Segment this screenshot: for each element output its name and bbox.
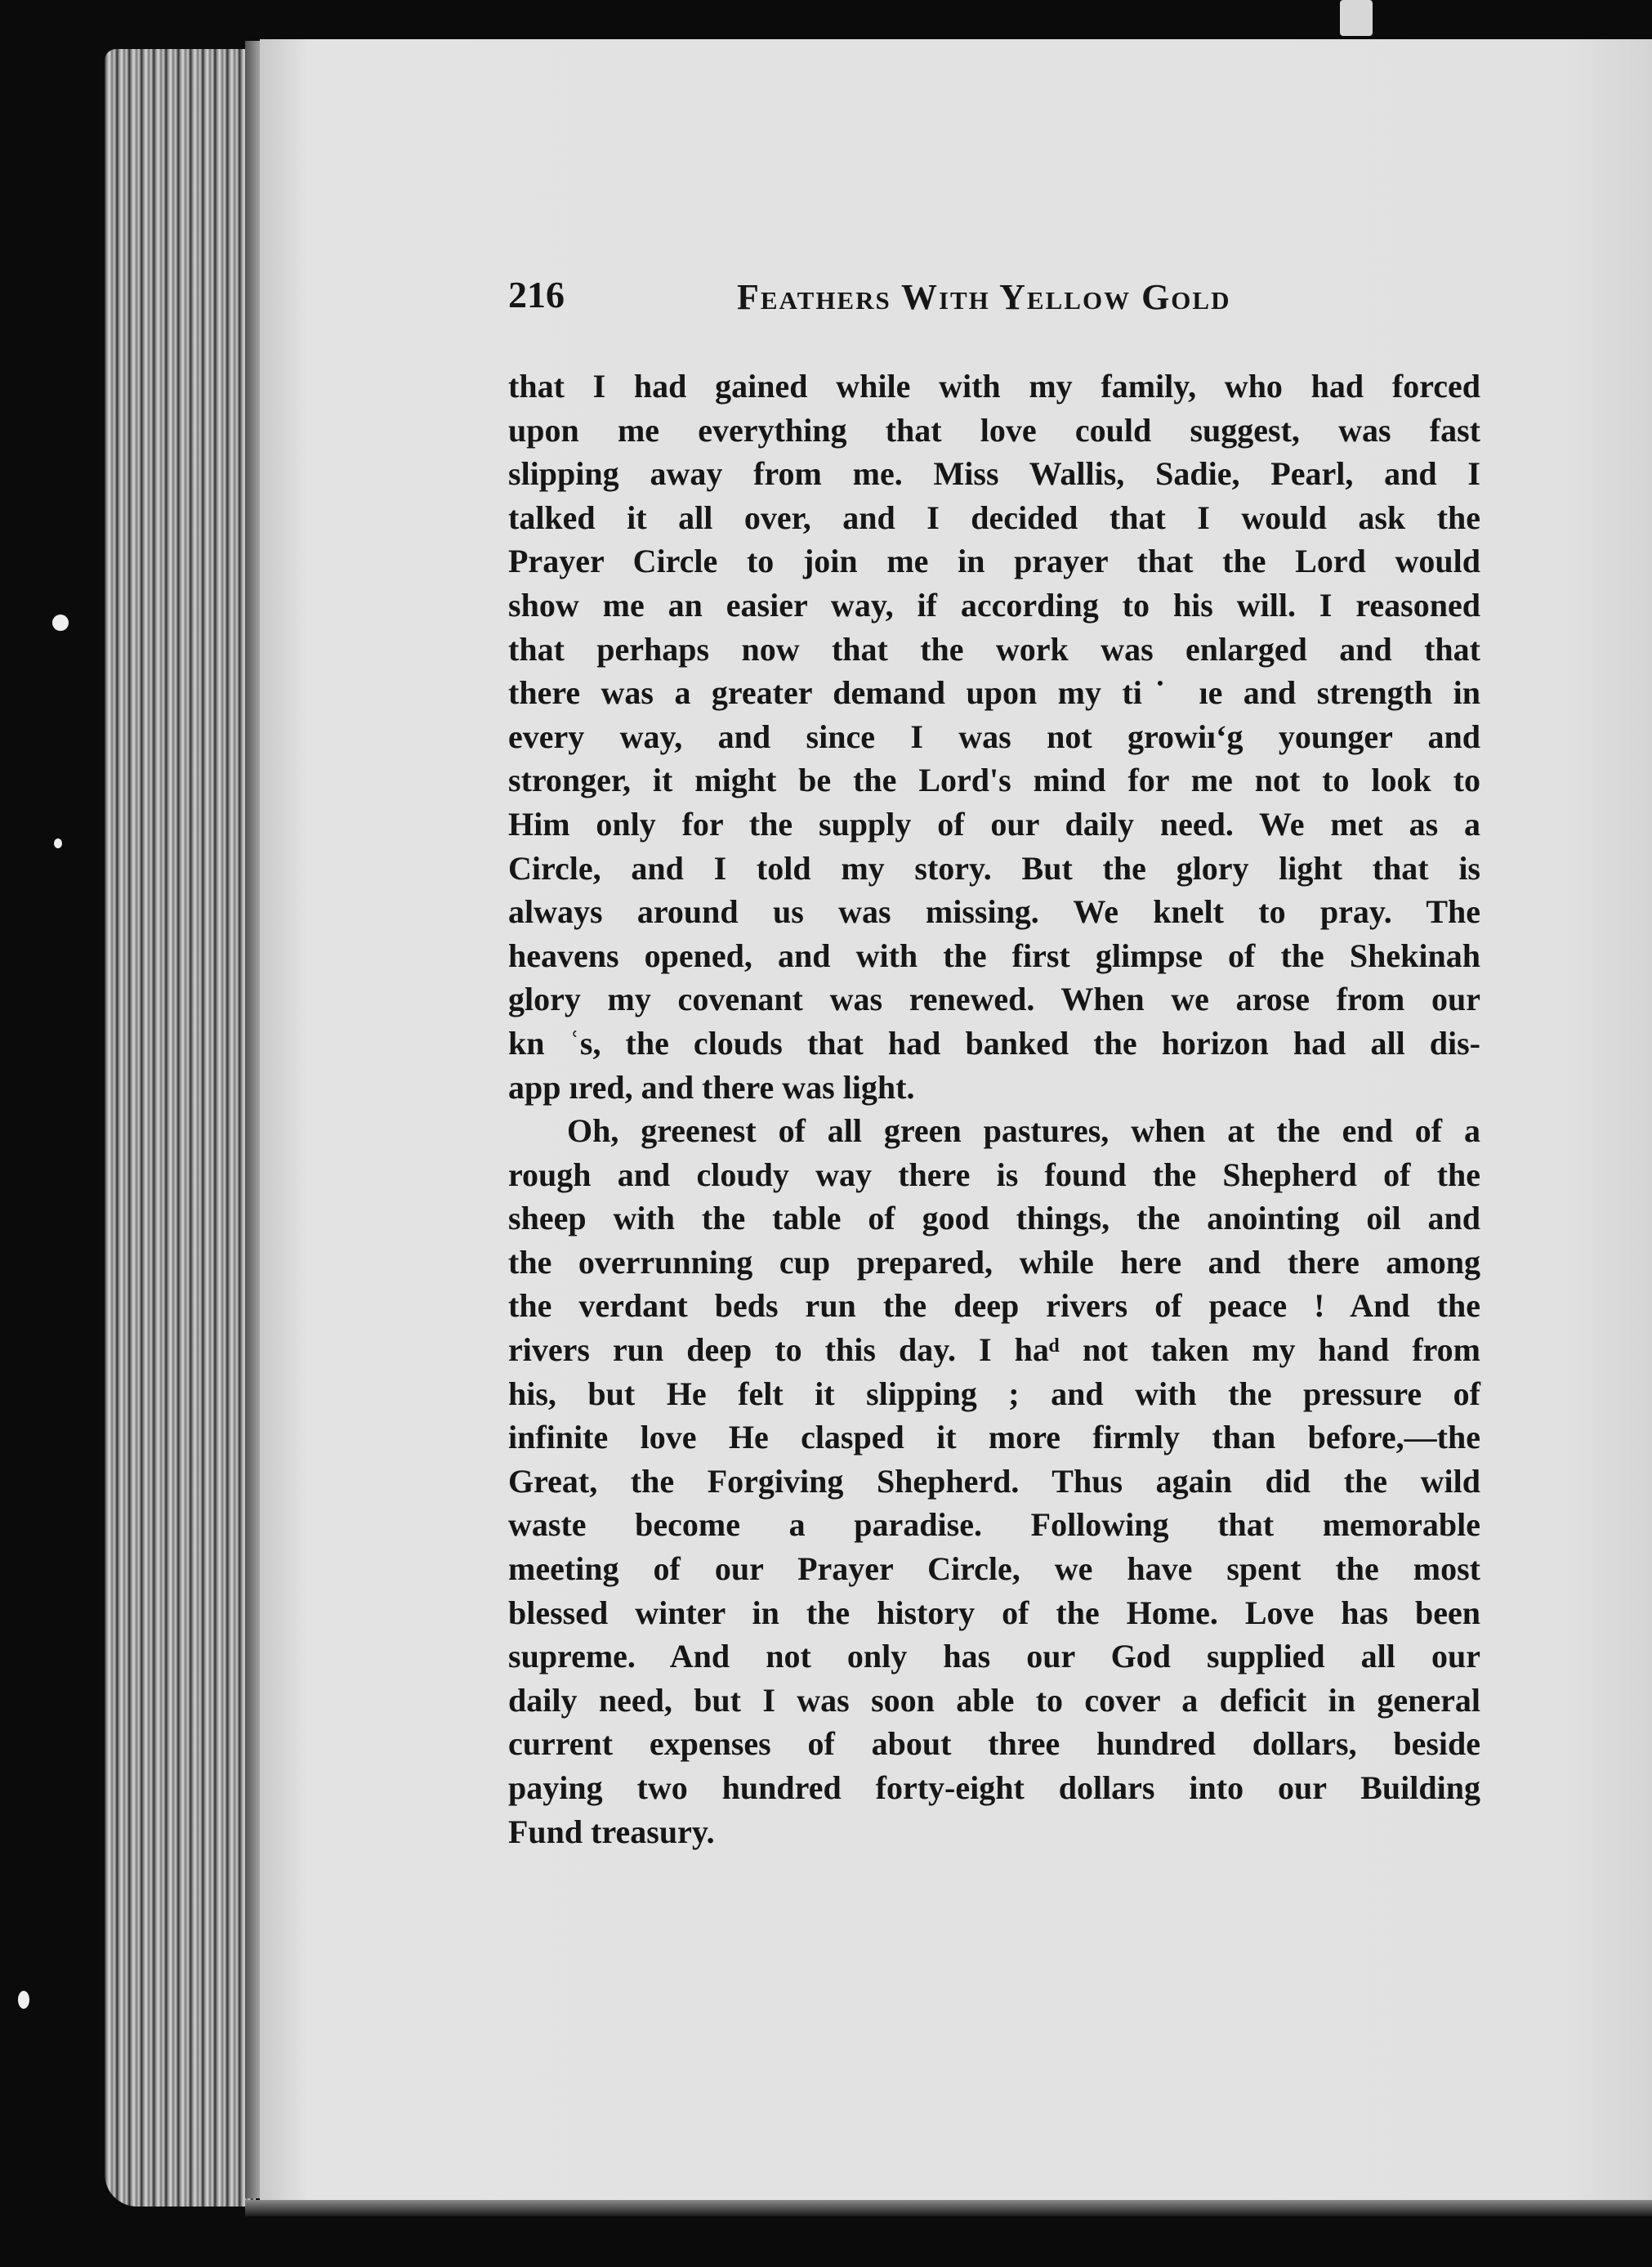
text-line: sheep with the table of good things, the anointing oil and: [508, 1200, 1480, 1237]
text-line: waste become a paradise. Following that memorable: [508, 1506, 1480, 1544]
text-line: heavens opened, and with the first glimpse of the Shekinah: [508, 937, 1480, 974]
paragraph-2: [508, 1109, 1480, 1853]
text-line: current expenses of about three hundred dollars, beside: [508, 1725, 1480, 1763]
body-text: [508, 364, 1480, 1853]
text-line: that perhaps now that the work was enlarged and that: [508, 630, 1480, 668]
text-line: glory my covenant was renewed. When we arose from our: [508, 981, 1480, 1018]
text-line: the verdant beds run the deep rivers of peace ! And the: [508, 1287, 1480, 1325]
text-line: Oh, greenest of all green pastures, when at the end of a: [567, 1112, 1480, 1150]
scan-speck: [54, 838, 62, 848]
scan-speck: [18, 1991, 29, 2009]
text-line: there was a greater demand upon my ti˙ ıe and strength in: [508, 674, 1480, 712]
text-line: paying two hundred forty-eight dollars into our Building: [508, 1769, 1480, 1806]
text-line: every way, and since I was not growiı‘g younger and: [508, 718, 1480, 755]
text-line: kn ʿs, the clouds that had banked the horizon had all dis-: [508, 1024, 1480, 1062]
text-line: that I had gained while with my family, who had forced: [508, 368, 1480, 405]
page-header: [508, 273, 1325, 330]
text-line: Fund treasury.: [508, 1813, 715, 1850]
text-line: rough and cloudy way there is found the Shepherd of the: [508, 1156, 1480, 1193]
text-line: meeting of our Prayer Circle, we have spent the most: [508, 1550, 1480, 1588]
running-head: Feathers With Yellow Gold: [737, 277, 1231, 317]
text-line: supreme. And not only has our God supplied all our: [508, 1638, 1480, 1675]
text-line: show me an easier way, if according to his will. I reasoned: [508, 586, 1480, 624]
text-line: daily need, but I was soon able to cover a deficit in general: [508, 1681, 1480, 1719]
text-line: stronger, it might be the Lord's mind for me not to look to: [508, 762, 1480, 799]
page-edges: [105, 49, 256, 2207]
text-line: always around us was missing. We knelt to pray. The: [508, 893, 1480, 931]
text-line: Him only for the supply of our daily need. We met as a: [508, 805, 1480, 843]
text-line: rivers run deep to this day. I haᵈ not taken my hand from: [508, 1331, 1480, 1369]
text-line: blessed winter in the history of the Home. Love has been: [508, 1594, 1480, 1631]
scan-speck: [52, 615, 69, 631]
text-line: Circle, and I told my story. But the glory light that is: [508, 849, 1480, 887]
text-line: upon me everything that love could suggest, was fast: [508, 411, 1480, 449]
page-bottom-edge: [245, 2200, 1652, 2216]
text-line: Prayer Circle to join me in prayer that the Lord would: [508, 543, 1480, 580]
text-line: talked it all over, and I decided that I would ask the: [508, 499, 1480, 536]
text-line: slipping away from me. Miss Wallis, Sadie, Pearl, and I: [508, 455, 1480, 493]
text-line: the overrunning cup prepared, while here and there among: [508, 1243, 1480, 1281]
page-number: 216: [508, 274, 565, 315]
text-line: app ıred, and there was light.: [508, 1068, 915, 1106]
text-line: Great, the Forgiving Shepherd. Thus again did the wild: [508, 1462, 1480, 1500]
text-line: his, but He felt it slipping ; and with the pressure of: [508, 1375, 1480, 1412]
scan-speck: [1340, 0, 1373, 36]
paragraph-1: [508, 364, 1480, 1109]
text-line: infinite love He clasped it more firmly than before,—the: [508, 1419, 1480, 1456]
